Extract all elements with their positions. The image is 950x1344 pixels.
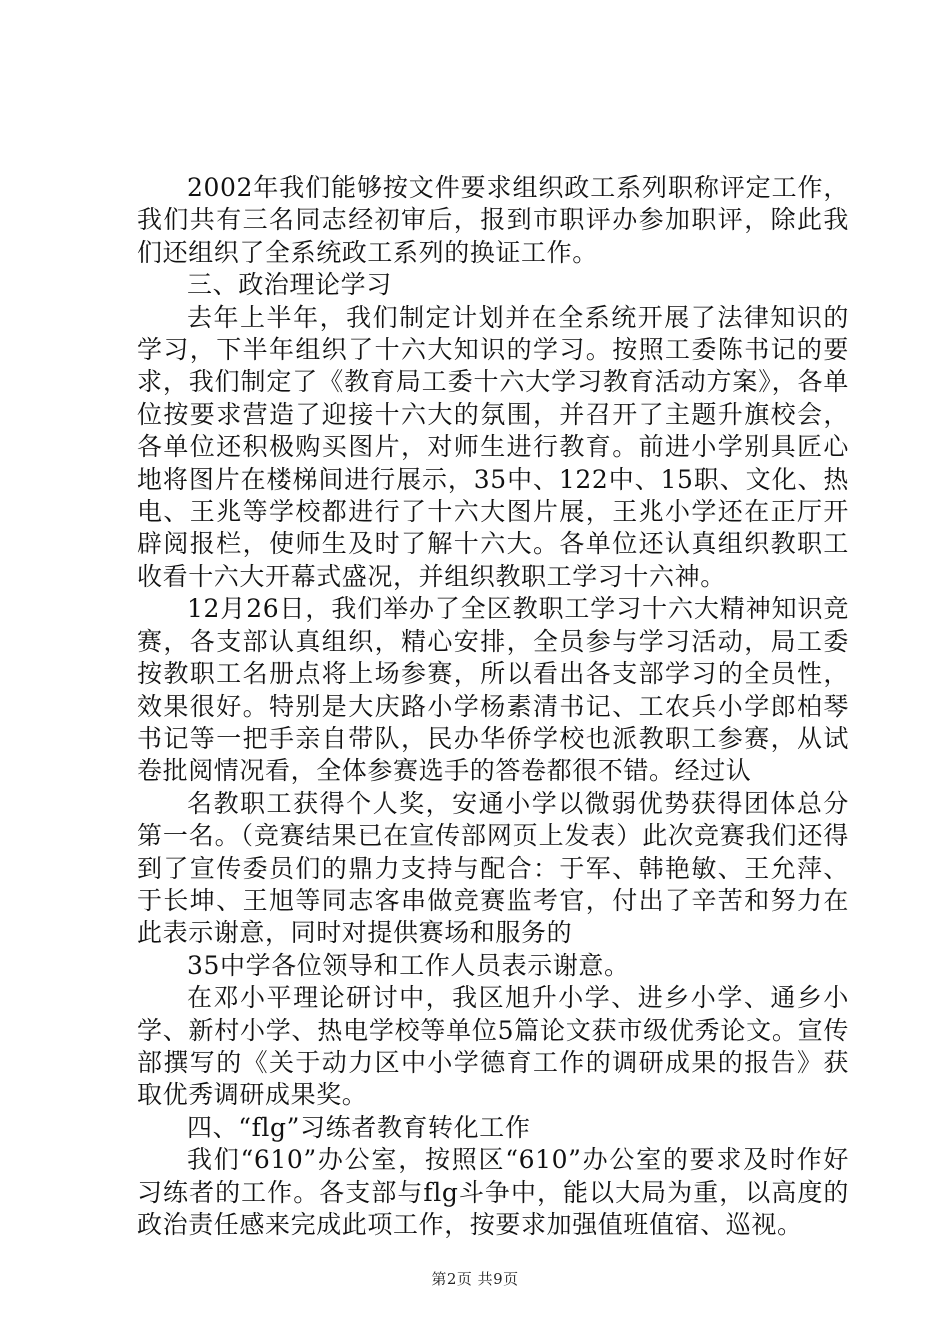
document-body bbox=[137, 172, 849, 1241]
paragraph-study-plan: 去年上半年，我们制定计划并在全系统开展了法律知识的学习，下半年组织了十六大知识的学习。按照工委陈书记的要求，我们制定了《教育局工委十六大学习教育活动方案》，各单位按要求营造了迎接十六大的氛围，并召开了主题升旗校会，各单位还积极购买图片，对师生进行教育。前进小学别具匠心地将图片在楼梯间进行展示，35中、122中、15职、文化、热电、王兆等学校都进行了十六大图片展，王兆小学还在正厅开辟阅报栏，使师生及时了解十六大。各单位还认真组织教职工收看十六大开幕式盛况，并组织教职工学习十六神。 bbox=[137, 302, 849, 591]
page-number-footer: 第2页 共9页 bbox=[431, 1270, 519, 1288]
section-heading-education-transformation: 四、“flg”习练者教育转化工作 bbox=[187, 1112, 531, 1142]
paragraph-theory-seminar: 在邓小平理论研讨中，我区旭升小学、进乡小学、通乡小学、新村小学、热电学校等单位5篇论文获市级优秀论文。宣传部撰写的《关于动力区中小学德育工作的调研成果的报告》获取优秀调研成果奖。 bbox=[137, 983, 849, 1110]
paragraph-contest-results: 名教职工获得个人奖，安通小学以微弱优势获得团体总分第一名。（竞赛结果已在宣传部网页上发表）此次竞赛我们还得到了宣传委员们的鼎力支持与配合：于军、韩艳敏、王允萍、于长坤、王旭等同志客串做竞赛监考官，付出了辛苦和努力在此表示谢意，同时对提供赛场和服务的 bbox=[137, 788, 849, 948]
paragraph-thanks: 35中学各位领导和工作人员表示谢意。 bbox=[187, 950, 630, 980]
paragraph-knowledge-contest: 12月26日，我们举办了全区教职工学习十六大精神知识竞赛，各支部认真组织，精心安排，全员参与学习活动，局工委按教职工名册点将上场参赛，所以看出各支部学习的全员性，效果很好。特别是大庆路小学杨素清书记、工农兵小学郎柏琴书记等一把手亲自带队，民办华侨学校也派教职工参赛，从试卷批阅情况看，全体参赛选手的答卷都很不错。经过认 bbox=[137, 594, 849, 786]
paragraph-title-evaluation: 2002年我们能够按文件要求组织政工系列职称评定工作，我们共有三名同志经初审后，报到市职评办参加职评，除此我们还组织了全系统政工系列的换证工作。 bbox=[137, 173, 849, 267]
paragraph-610-office: 我们“610”办公室，按照区“610”办公室的要求及时作好习练者的工作。各支部与flg斗争中，能以大局为重，以高度的政治责任感来完成此项工作，按要求加强值班值宿、巡视。 bbox=[137, 1145, 849, 1239]
section-heading-political-study: 三、政治理论学习 bbox=[187, 270, 392, 300]
